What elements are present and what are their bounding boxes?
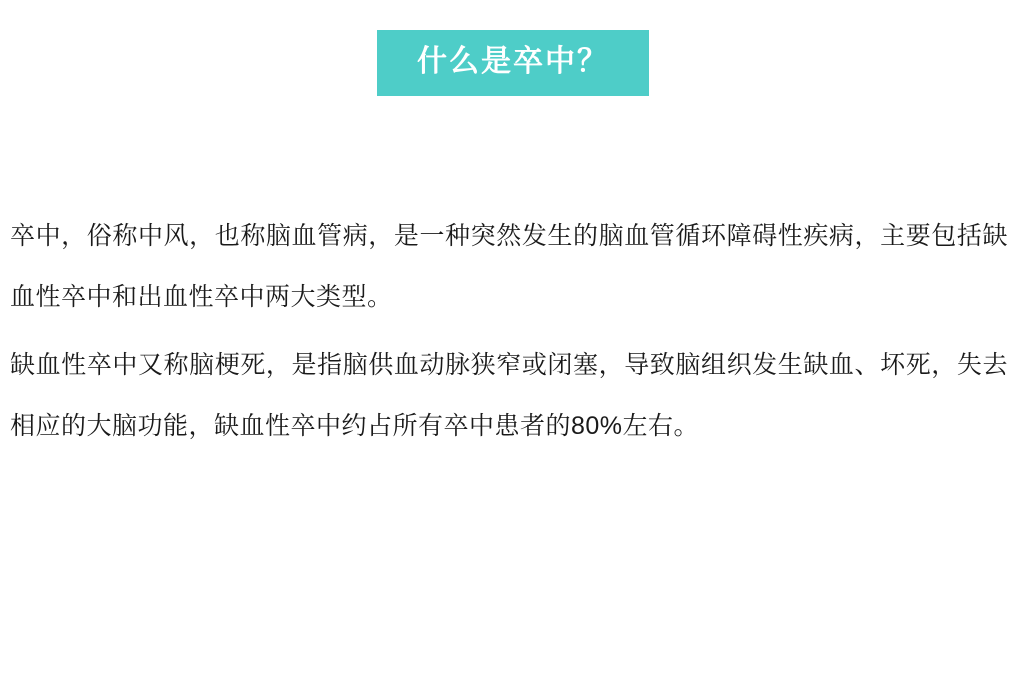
paragraph: 缺血性卒中又称脑梗死，是指脑供血动脉狭窄或闭塞，导致脑组织发生缺血、坏死，失去相应的大脑功能，缺血性卒中约占所有卒中患者的80%左右。	[10, 350, 1008, 440]
title-area	[0, 0, 1026, 96]
page-title: 什么是卒中？	[377, 30, 649, 96]
body-content	[0, 206, 1026, 457]
paragraph: 卒中，俗称中风，也称脑血管病，是一种突然发生的脑血管循环障碍性疾病，主要包括缺血性卒中和出血性卒中两大类型。	[10, 222, 1008, 312]
